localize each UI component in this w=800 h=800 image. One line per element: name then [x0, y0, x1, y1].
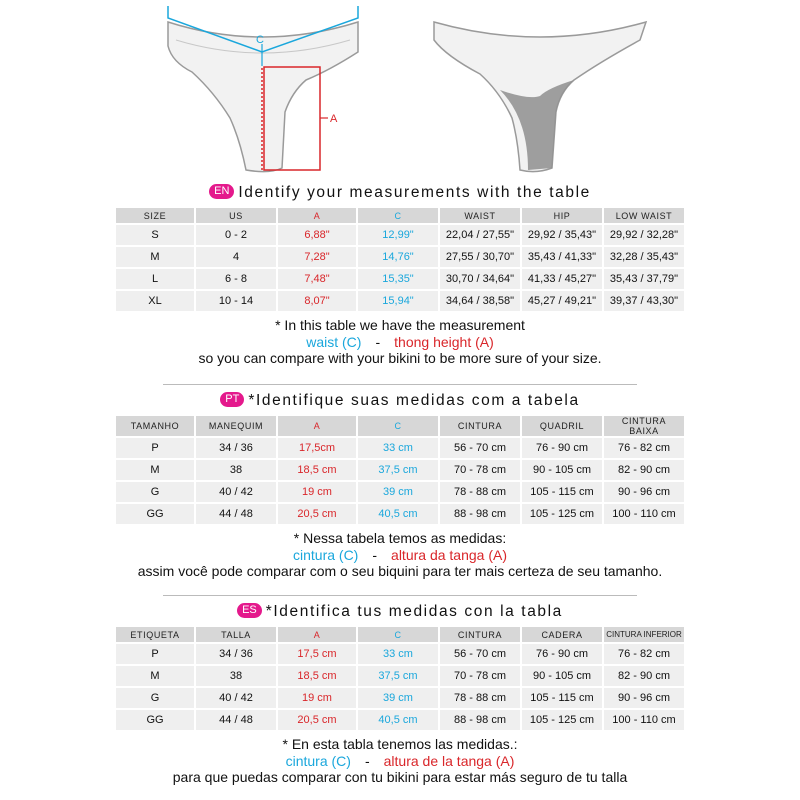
table-cell-a: 18,5 cm [278, 460, 356, 480]
note-en [0, 317, 800, 367]
header-cell: HIP [522, 208, 602, 223]
table-cell: 105 - 115 cm [522, 482, 602, 502]
table-cell: 76 - 90 cm [522, 438, 602, 458]
table-cell: 90 - 105 cm [522, 666, 602, 686]
table-cell: 30,70 / 34,64" [440, 269, 520, 289]
table-row [116, 644, 684, 664]
header-cell: ETIQUETA [116, 627, 194, 642]
table-cell: XL [116, 291, 194, 311]
note-dash: - [364, 752, 370, 769]
table-cell: 32,28 / 35,43" [604, 247, 684, 267]
table-cell: 4 [196, 247, 276, 267]
section-divider [163, 595, 637, 596]
table-row [116, 225, 684, 245]
table-cell: 76 - 82 cm [604, 438, 684, 458]
note-height-a: altura da tanga (A) [391, 546, 507, 563]
table-cell-a: 17,5cm [278, 438, 356, 458]
header-cell: CINTURA [440, 416, 520, 436]
table-cell: 100 - 110 cm [604, 504, 684, 524]
table-cell: 6 - 8 [196, 269, 276, 289]
table-row [116, 247, 684, 267]
table-row [116, 482, 684, 502]
table-cell-c: 40,5 cm [358, 710, 438, 730]
table-cell-a: 8,07" [278, 291, 356, 311]
table-cell-c: 40,5 cm [358, 504, 438, 524]
note-pt [0, 530, 800, 580]
table-cell: 10 - 14 [196, 291, 276, 311]
header-cell: QUADRIL [522, 416, 602, 436]
table-cell: G [116, 688, 194, 708]
table-cell-a: 17,5 cm [278, 644, 356, 664]
table-cell: GG [116, 710, 194, 730]
table-row [116, 291, 684, 311]
table-cell: 34 / 36 [196, 644, 276, 664]
table-cell: 82 - 90 cm [604, 666, 684, 686]
section-en [0, 184, 800, 367]
table-cell: 22,04 / 27,55" [440, 225, 520, 245]
table-cell: 105 - 115 cm [522, 688, 602, 708]
section-divider [163, 384, 637, 385]
table-cell-c: 39 cm [358, 688, 438, 708]
size-table-pt [114, 414, 686, 526]
label-c: C [256, 34, 264, 46]
table-cell: 35,43 / 41,33" [522, 247, 602, 267]
badge-en: EN [209, 184, 234, 199]
label-a: A [330, 113, 338, 125]
header-cell: TALLA [196, 627, 276, 642]
table-cell: M [116, 666, 194, 686]
table-cell: 29,92 / 32,28" [604, 225, 684, 245]
badge-pt: PT [220, 392, 244, 407]
header-cell-a: A [278, 208, 356, 223]
table-row [116, 438, 684, 458]
header-cell: SIZE [116, 208, 194, 223]
note-line-3: assim você pode comparar com o seu biquini para ter mais certeza de seu tamanho. [137, 563, 663, 579]
table-cell-a: 6,88" [278, 225, 356, 245]
header-cell: WAIST [440, 208, 520, 223]
table-cell: 90 - 96 cm [604, 482, 684, 502]
table-cell: GG [116, 504, 194, 524]
table-cell: 44 / 48 [196, 710, 276, 730]
table-cell-a: 20,5 cm [278, 504, 356, 524]
table-cell: 56 - 70 cm [440, 438, 520, 458]
table-row [116, 710, 684, 730]
header-cell-c: C [358, 208, 438, 223]
table-cell-c: 37,5 cm [358, 666, 438, 686]
note-line-1: * In this table we have the measurement [275, 317, 525, 333]
table-cell: 70 - 78 cm [440, 460, 520, 480]
table-cell: 70 - 78 cm [440, 666, 520, 686]
table-cell-a: 20,5 cm [278, 710, 356, 730]
table-cell: G [116, 482, 194, 502]
table-row [116, 504, 684, 524]
table-cell: 105 - 125 cm [522, 504, 602, 524]
table-cell: 78 - 88 cm [440, 482, 520, 502]
heading-pt [0, 392, 800, 414]
table-cell-a: 7,28" [278, 247, 356, 267]
table-cell: 0 - 2 [196, 225, 276, 245]
table-cell: 41,33 / 45,27" [522, 269, 602, 289]
table-cell: 34 / 36 [196, 438, 276, 458]
table-cell-c: 33 cm [358, 644, 438, 664]
header-cell: CINTURA BAIXA [604, 416, 684, 436]
table-cell: P [116, 438, 194, 458]
table-cell: 56 - 70 cm [440, 644, 520, 664]
table-cell: 38 [196, 460, 276, 480]
table-cell-c: 12,99" [358, 225, 438, 245]
table-cell: 45,27 / 49,21" [522, 291, 602, 311]
note-line-3: para que puedas comparar con tu bikini para estar más seguro de tu talla [172, 769, 628, 785]
heading-text-es: *Identifica tus medidas con la tabla [265, 603, 563, 620]
table-cell-a: 19 cm [278, 482, 356, 502]
size-table-es [114, 625, 686, 732]
table-cell: S [116, 225, 194, 245]
table-cell: 88 - 98 cm [440, 504, 520, 524]
note-dash: - [372, 546, 378, 563]
note-line-3: so you can compare with your bikini to be more sure of your size. [198, 350, 602, 366]
table-cell-a: 18,5 cm [278, 666, 356, 686]
table-cell: 90 - 96 cm [604, 688, 684, 708]
table-cell: 40 / 42 [196, 688, 276, 708]
heading-text-en: Identify your measurements with the table [238, 184, 591, 201]
table-header [116, 627, 684, 642]
heading-en [0, 184, 800, 206]
header-cell-c: C [358, 627, 438, 642]
note-waist-c: cintura (C) [293, 546, 359, 563]
table-cell: 105 - 125 cm [522, 710, 602, 730]
heading-es [0, 603, 800, 625]
table-cell-c: 33 cm [358, 438, 438, 458]
table-cell: 38 [196, 666, 276, 686]
note-es [0, 736, 800, 786]
note-waist-c: waist (C) [306, 333, 362, 350]
table-cell-c: 37,5 cm [358, 460, 438, 480]
table-row [116, 688, 684, 708]
badge-es: ES [237, 603, 262, 618]
table-cell: 44 / 48 [196, 504, 276, 524]
table-cell: L [116, 269, 194, 289]
section-es [0, 603, 800, 786]
table-cell: M [116, 460, 194, 480]
table-cell: P [116, 644, 194, 664]
note-line-2 [0, 334, 800, 351]
header-cell: MANEQUIM [196, 416, 276, 436]
bikini-back-view [434, 22, 646, 172]
note-height-a: altura de la tanga (A) [383, 752, 515, 769]
table-cell: 78 - 88 cm [440, 688, 520, 708]
table-header [116, 208, 684, 223]
table-cell: 27,55 / 30,70" [440, 247, 520, 267]
table-cell: 82 - 90 cm [604, 460, 684, 480]
table-cell: 35,43 / 37,79" [604, 269, 684, 289]
header-cell: US [196, 208, 276, 223]
table-header [116, 416, 684, 436]
table-row [116, 269, 684, 289]
table-cell: 76 - 90 cm [522, 644, 602, 664]
note-waist-c: cintura (C) [285, 752, 351, 769]
size-table-en [114, 206, 686, 313]
table-cell-a: 19 cm [278, 688, 356, 708]
table-cell: 29,92 / 35,43" [522, 225, 602, 245]
note-dash: - [375, 333, 381, 350]
header-cell-a: A [278, 416, 356, 436]
table-cell-c: 39 cm [358, 482, 438, 502]
table-cell: M [116, 247, 194, 267]
table-row [116, 460, 684, 480]
table-cell-a: 7,48" [278, 269, 356, 289]
note-line-2 [0, 547, 800, 564]
note-line-1: * Nessa tabela temos as medidas: [293, 530, 507, 546]
header-cell: LOW WAIST [604, 208, 684, 223]
header-cell: TAMANHO [116, 416, 194, 436]
header-cell: CINTURA [440, 627, 520, 642]
table-cell: 34,64 / 38,58" [440, 291, 520, 311]
header-cell: CADERA [522, 627, 602, 642]
note-height-a: thong height (A) [394, 333, 494, 350]
table-cell: 76 - 82 cm [604, 644, 684, 664]
heading-text-pt: *Identifique suas medidas com a tabela [248, 392, 580, 409]
header-cell: CINTURA INFERIOR [604, 627, 684, 642]
section-pt [0, 392, 800, 580]
table-cell: 90 - 105 cm [522, 460, 602, 480]
header-cell-a: A [278, 627, 356, 642]
table-row [116, 666, 684, 686]
table-cell-c: 14,76" [358, 247, 438, 267]
table-cell: 100 - 110 cm [604, 710, 684, 730]
table-cell: 88 - 98 cm [440, 710, 520, 730]
note-line-1: * En esta tabla tenemos las medidas.: [282, 736, 518, 752]
table-cell: 40 / 42 [196, 482, 276, 502]
table-cell-c: 15,35" [358, 269, 438, 289]
header-cell-c: C [358, 416, 438, 436]
table-cell-c: 15,94" [358, 291, 438, 311]
bikini-diagram [0, 0, 800, 180]
note-line-2 [0, 753, 800, 770]
table-cell: 39,37 / 43,30" [604, 291, 684, 311]
